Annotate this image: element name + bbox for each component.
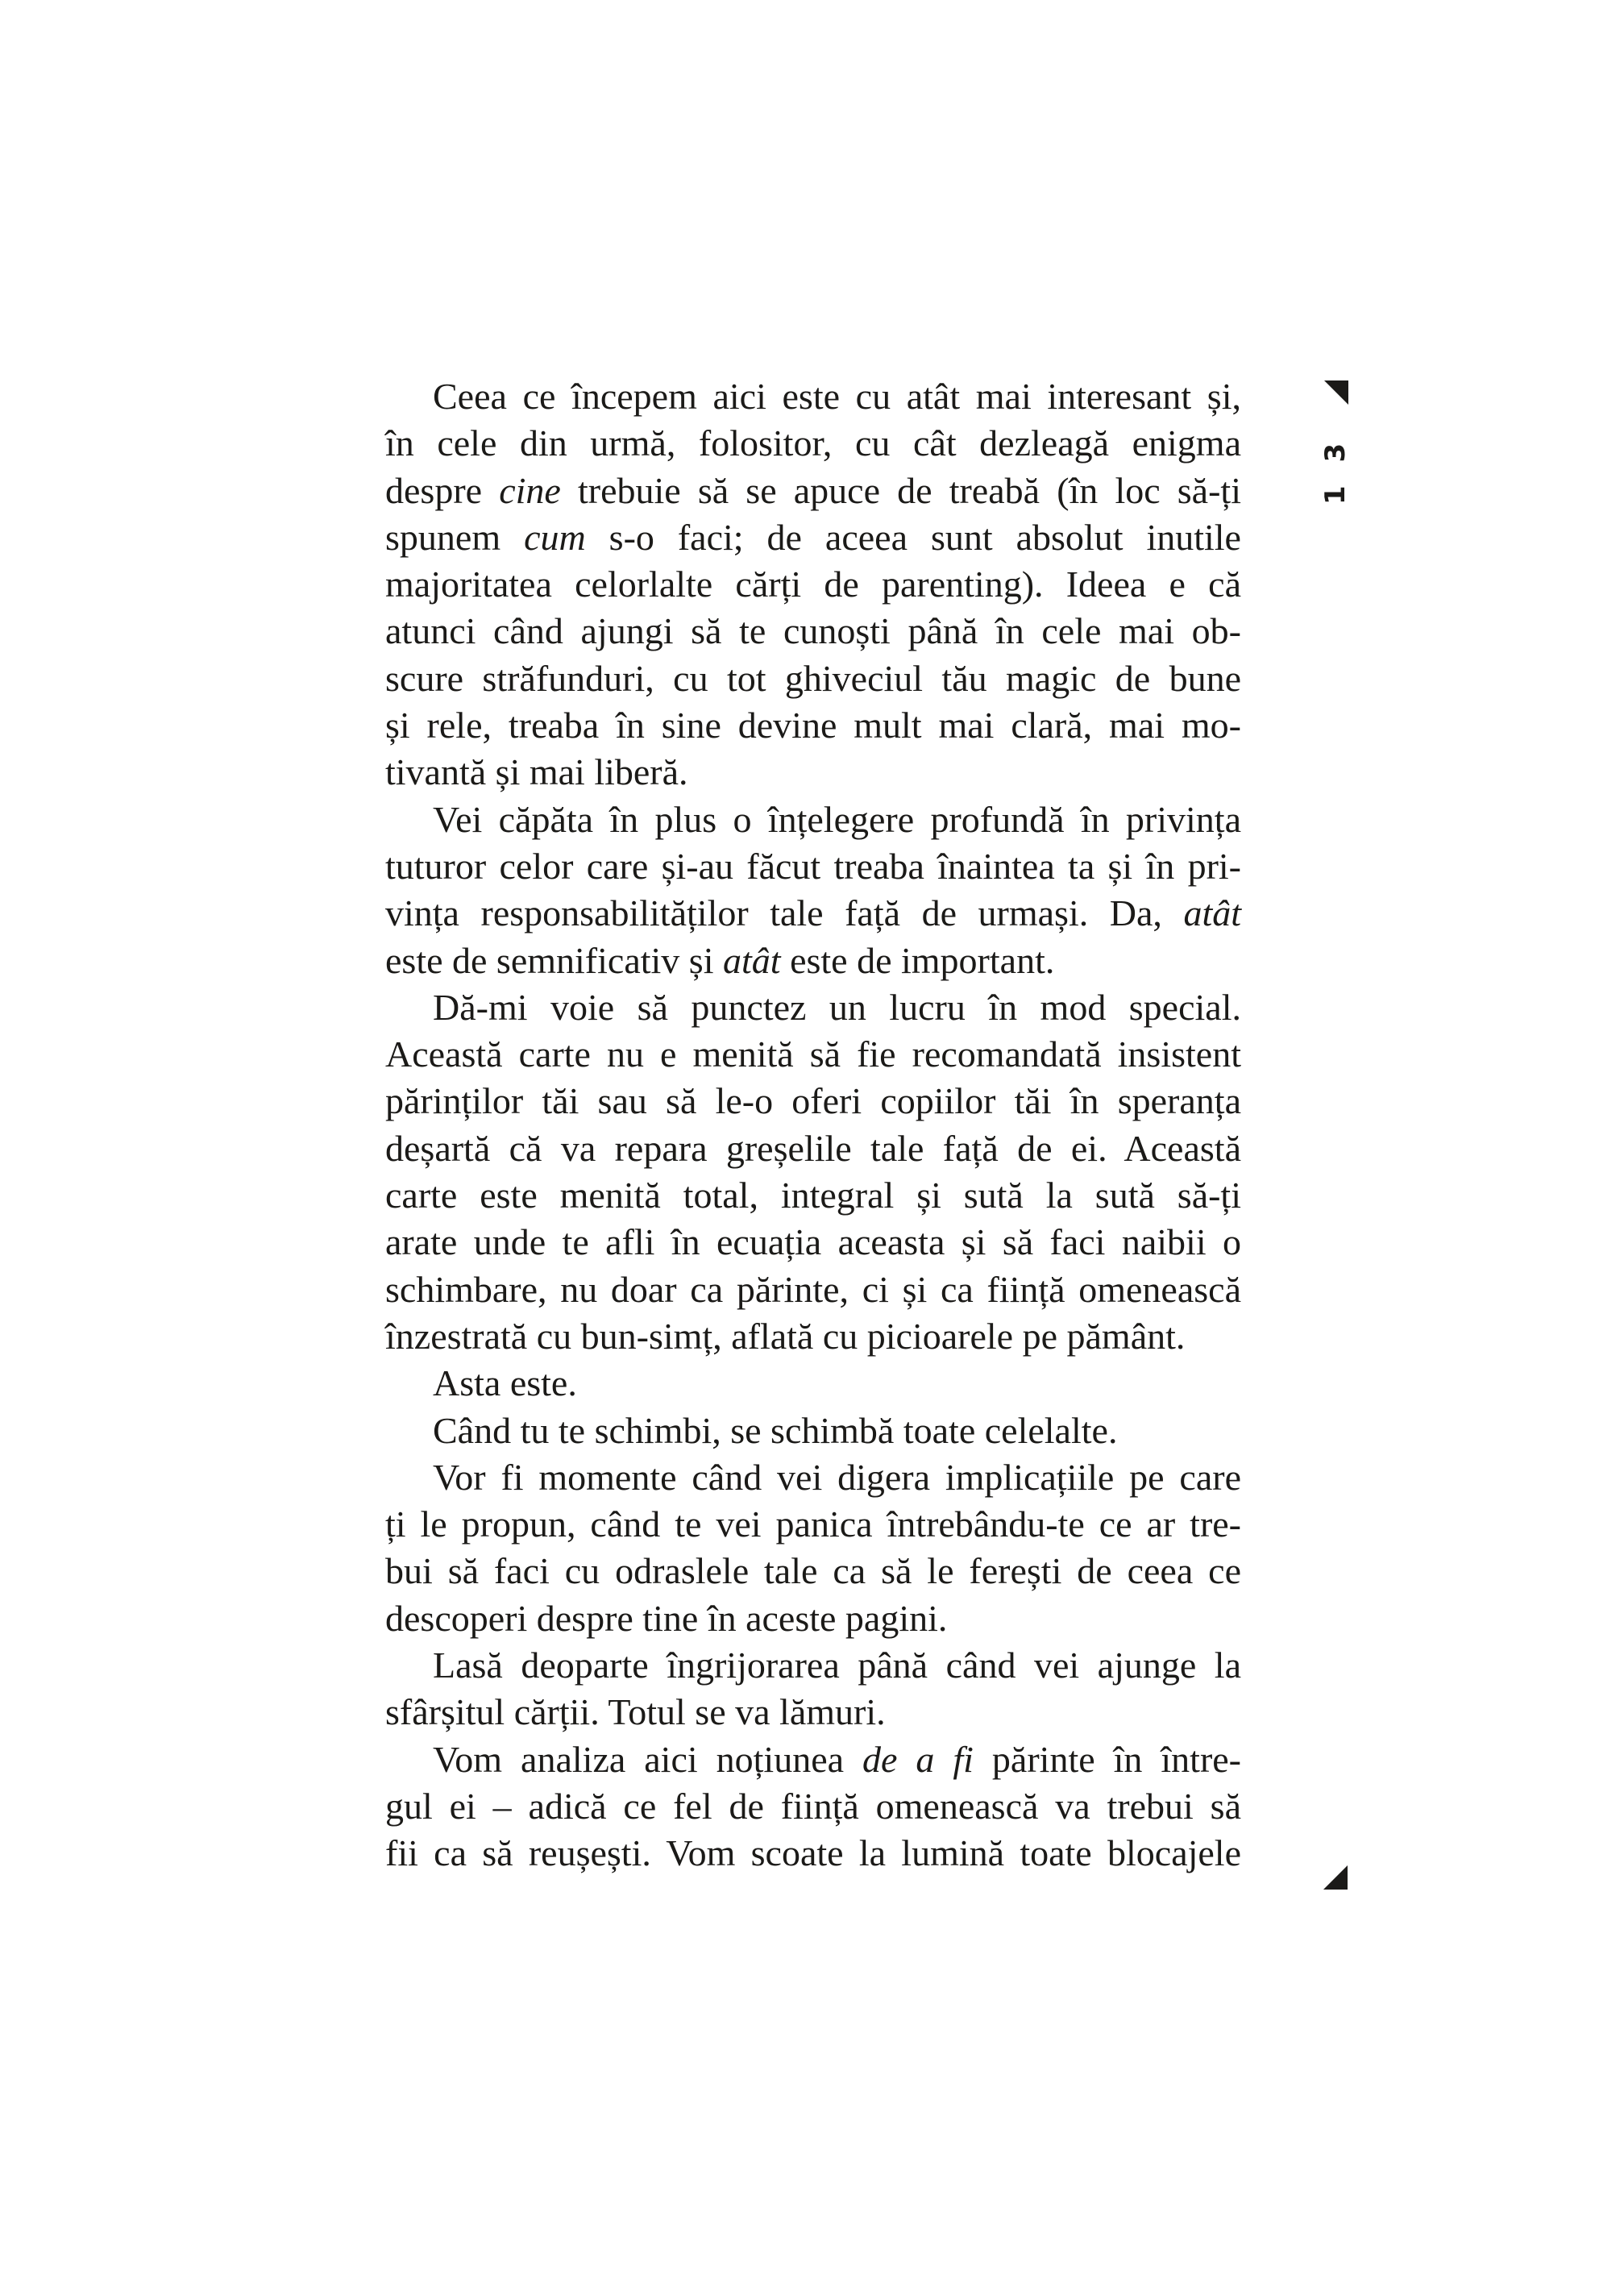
text-line: [385, 1642, 1241, 1689]
text-line: [385, 1078, 1241, 1125]
text-run: tuturor celor care și-au făcut treaba înaintea ta și în pri-: [385, 845, 1241, 887]
paragraph: [385, 1642, 1241, 1736]
paragraph: [385, 373, 1241, 796]
text-run: carte este menită total, integral și sută la sută să-ți: [385, 1175, 1241, 1216]
text-run: majoritatea celorlalte cărți de parenting). Ideea e că: [385, 563, 1241, 605]
paragraph: [385, 1454, 1241, 1642]
text-line: [385, 420, 1241, 467]
text-run: părinte în între-: [973, 1738, 1241, 1780]
text-line: [385, 749, 1241, 796]
text-run: deșartă că va repara greșelile tale față de ei. Această: [385, 1127, 1241, 1169]
text-line: [385, 938, 1241, 984]
text-run: atunci când ajungi să te cunoști până în cele mai ob-: [385, 610, 1241, 652]
text-run: Ceea ce începem aici este cu atât mai interesant și,: [433, 376, 1241, 417]
text-run: părinților tăi sau să le-o oferi copiilor tăi în speranța: [385, 1080, 1241, 1122]
text-line: [385, 1454, 1241, 1501]
text-line: [385, 1219, 1241, 1266]
body-text: [385, 373, 1241, 1877]
text-line: [385, 1830, 1241, 1877]
text-line: [385, 1736, 1241, 1783]
italic-text: cum: [524, 516, 586, 558]
text-run: bui să faci cu odraslele tale ca să le ferești de ceea ce: [385, 1550, 1241, 1592]
text-run: spunem: [385, 516, 525, 558]
paragraph: [385, 984, 1241, 1360]
text-line: [385, 1172, 1241, 1219]
italic-text: de a fi: [862, 1738, 974, 1780]
text-run: s-o faci; de aceea sunt absolut inutile: [585, 516, 1241, 558]
page-number-vertical: [1287, 419, 1384, 522]
text-run: este de semnificativ și: [385, 939, 723, 981]
text-run: schimbare, nu doar ca părinte, ci și ca ființă omenească: [385, 1268, 1241, 1310]
text-run: în cele din urmă, folositor, cu cât dezleagă enigma: [385, 422, 1241, 464]
text-line: [385, 468, 1241, 514]
text-run: ți le propun, când te vei panica întrebându-te ce ar tre-: [385, 1503, 1241, 1545]
paragraph: [385, 1407, 1241, 1454]
text-line: [385, 1266, 1241, 1313]
text-line: [385, 1689, 1241, 1736]
text-run: Această carte nu e menită să fie recomandată insistent: [385, 1033, 1241, 1075]
italic-text: cine: [499, 469, 561, 511]
text-line: [385, 514, 1241, 561]
italic-text: atât: [723, 939, 781, 981]
paragraph: [385, 1736, 1241, 1877]
text-line: [385, 373, 1241, 420]
text-run: vința responsabilităților tale față de urmași. Da,: [385, 892, 1184, 934]
text-run: sfârșitul cărții. Totul se va lămuri.: [385, 1691, 886, 1733]
text-run: este de important.: [780, 939, 1055, 981]
text-run: trebuie să se apuce de treabă (în loc să-ți: [560, 469, 1241, 511]
text-line: [385, 796, 1241, 843]
text-run: Vom analiza aici noțiunea: [433, 1738, 863, 1780]
text-line: [385, 1031, 1241, 1078]
italic-text: atât: [1183, 892, 1241, 934]
text-line: [385, 1313, 1241, 1360]
text-run: fii ca să reușești. Vom scoate la lumină toate blocajele: [385, 1832, 1241, 1874]
text-run: înzestrată cu bun-simț, aflată cu picioarele pe pământ.: [385, 1315, 1186, 1357]
text-line: [385, 1125, 1241, 1172]
text-line: [385, 702, 1241, 749]
text-run: Asta este.: [433, 1362, 577, 1404]
text-line: [385, 890, 1241, 937]
text-line: [385, 561, 1241, 608]
paragraph: [385, 796, 1241, 984]
text-run: Vei căpăta în plus o înțelegere profundă în privința: [433, 798, 1241, 840]
text-line: [385, 1548, 1241, 1595]
text-run: tivantă și mai liberă.: [385, 751, 688, 793]
text-line: [385, 608, 1241, 655]
text-run: arate unde te afli în ecuația aceasta și să faci naibii o: [385, 1221, 1241, 1263]
text-run: și rele, treaba în sine devine mult mai clară, mai mo-: [385, 705, 1241, 746]
text-run: Dă-mi voie să punctez un lucru în mod special.: [433, 986, 1241, 1028]
corner-triangle-top-icon: [1324, 380, 1348, 405]
page-number-text: 13: [1319, 419, 1352, 505]
text-line: [385, 1595, 1241, 1642]
text-line: [385, 984, 1241, 1031]
text-line: [385, 1501, 1241, 1548]
text-line: [385, 1407, 1241, 1454]
text-run: Vor fi momente când vei digera implicațiile pe care: [433, 1456, 1241, 1498]
text-run: Când tu te schimbi, se schimbă toate celelalte.: [433, 1409, 1118, 1451]
text-line: [385, 1783, 1241, 1830]
corner-triangle-bottom-icon: [1323, 1865, 1348, 1890]
text-run: scure străfunduri, cu tot ghiveciul tău magic de bune: [385, 657, 1241, 699]
text-run: gul ei – adică ce fel de ființă omenească va trebui să: [385, 1785, 1241, 1827]
text-run: descoperi despre tine în aceste pagini.: [385, 1597, 948, 1639]
text-line: [385, 655, 1241, 702]
text-run: Lasă deoparte îngrijorarea până când vei ajunge la: [433, 1644, 1241, 1686]
text-run: despre: [385, 469, 500, 511]
text-line: [385, 843, 1241, 890]
text-line: [385, 1360, 1241, 1407]
paragraph: [385, 1360, 1241, 1407]
